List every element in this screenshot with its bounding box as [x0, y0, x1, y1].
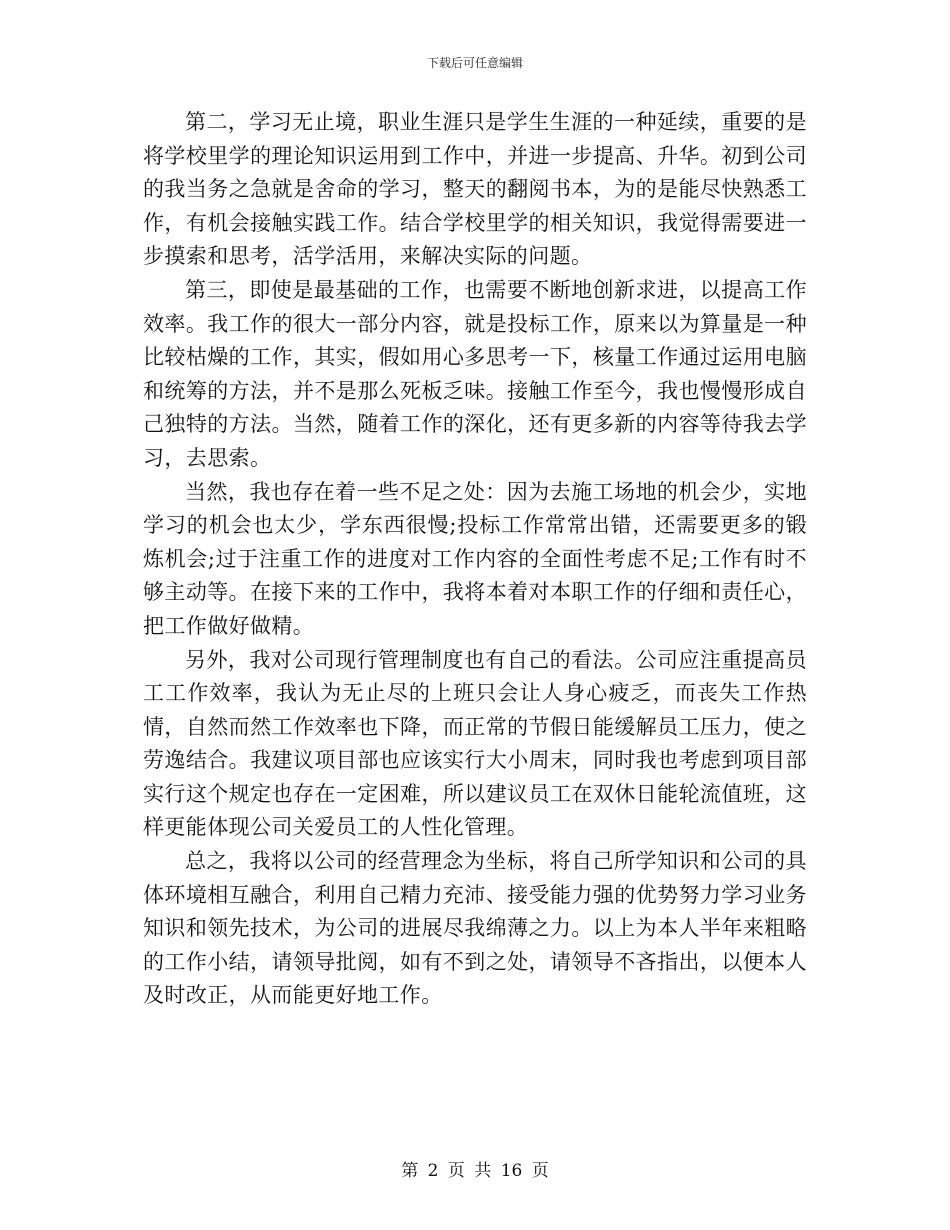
paragraph-4: 另外，我对公司现行管理制度也有自己的看法。公司应注重提高员工工作效率，我认为无止尽的上班只会让人身心疲乏，而丧失工作热情，自然而然工作效率也下降，而正常的节假日能缓解员工压力，使之劳逸结合。我建议项目部也应该实行大小周末，同时我也考虑到项目部实行这个规定也存在一定困难，所以建议员工在双休日能轮流值班，这样更能体现公司关爱员工的人性化管理。	[143, 647, 807, 840]
page-number-footer: 第 2 页 共 16 页	[401, 1161, 549, 1181]
paragraph-5: 总之，我将以公司的经营理念为坐标，将自己所学知识和公司的具体环境相互融合，利用自己精力充沛、接受能力强的优势努力学习业务知识和领先技术，为公司的进展尽我绵薄之力。以上为本人半年来粗略的工作小结，请领导批阅，如有不到之处，请领导不吝指出，以便本人及时改正，从而能更好地工作。	[143, 849, 807, 1008]
body-text	[143, 106, 807, 1013]
paragraph-2: 第三，即使是最基础的工作，也需要不断地创新求进，以提高工作效率。我工作的很大一部分内容，就是投标工作，原来以为算量是一种比较枯燥的工作，其实，假如用心多思考一下，核量工作通过运用电脑和统筹的方法，并不是那么死板乏味。接触工作至今，我也慢慢形成自己独特的方法。当然，随着工作的深化，还有更多新的内容等待我去学习，去思索。	[143, 277, 807, 470]
paragraph-1: 第二，学习无止境，职业生涯只是学生生涯的一种延续，重要的是将学校里学的理论知识运用到工作中，并进一步提高、升华。初到公司的我当务之急就是舍命的学习，整天的翻阅书本，为的是能尽快熟悉工作，有机会接触实践工作。结合学校里学的相关知识，我觉得需要进一步摸索和思考，活学活用，来解决实际的问题。	[143, 110, 807, 269]
paragraph-3: 当然，我也存在着一些不足之处：因为去施工场地的机会少，实地学习的机会也太少，学东西很慢;投标工作常常出错，还需要更多的锻炼机会;过于注重工作的进度对工作内容的全面性考虑不足;工作有时不够主动等。在接下来的工作中，我将本着对本职工作的仔细和责任心，把工作做好做精。	[143, 479, 807, 638]
header-note: 下载后可任意编辑	[426, 56, 523, 70]
